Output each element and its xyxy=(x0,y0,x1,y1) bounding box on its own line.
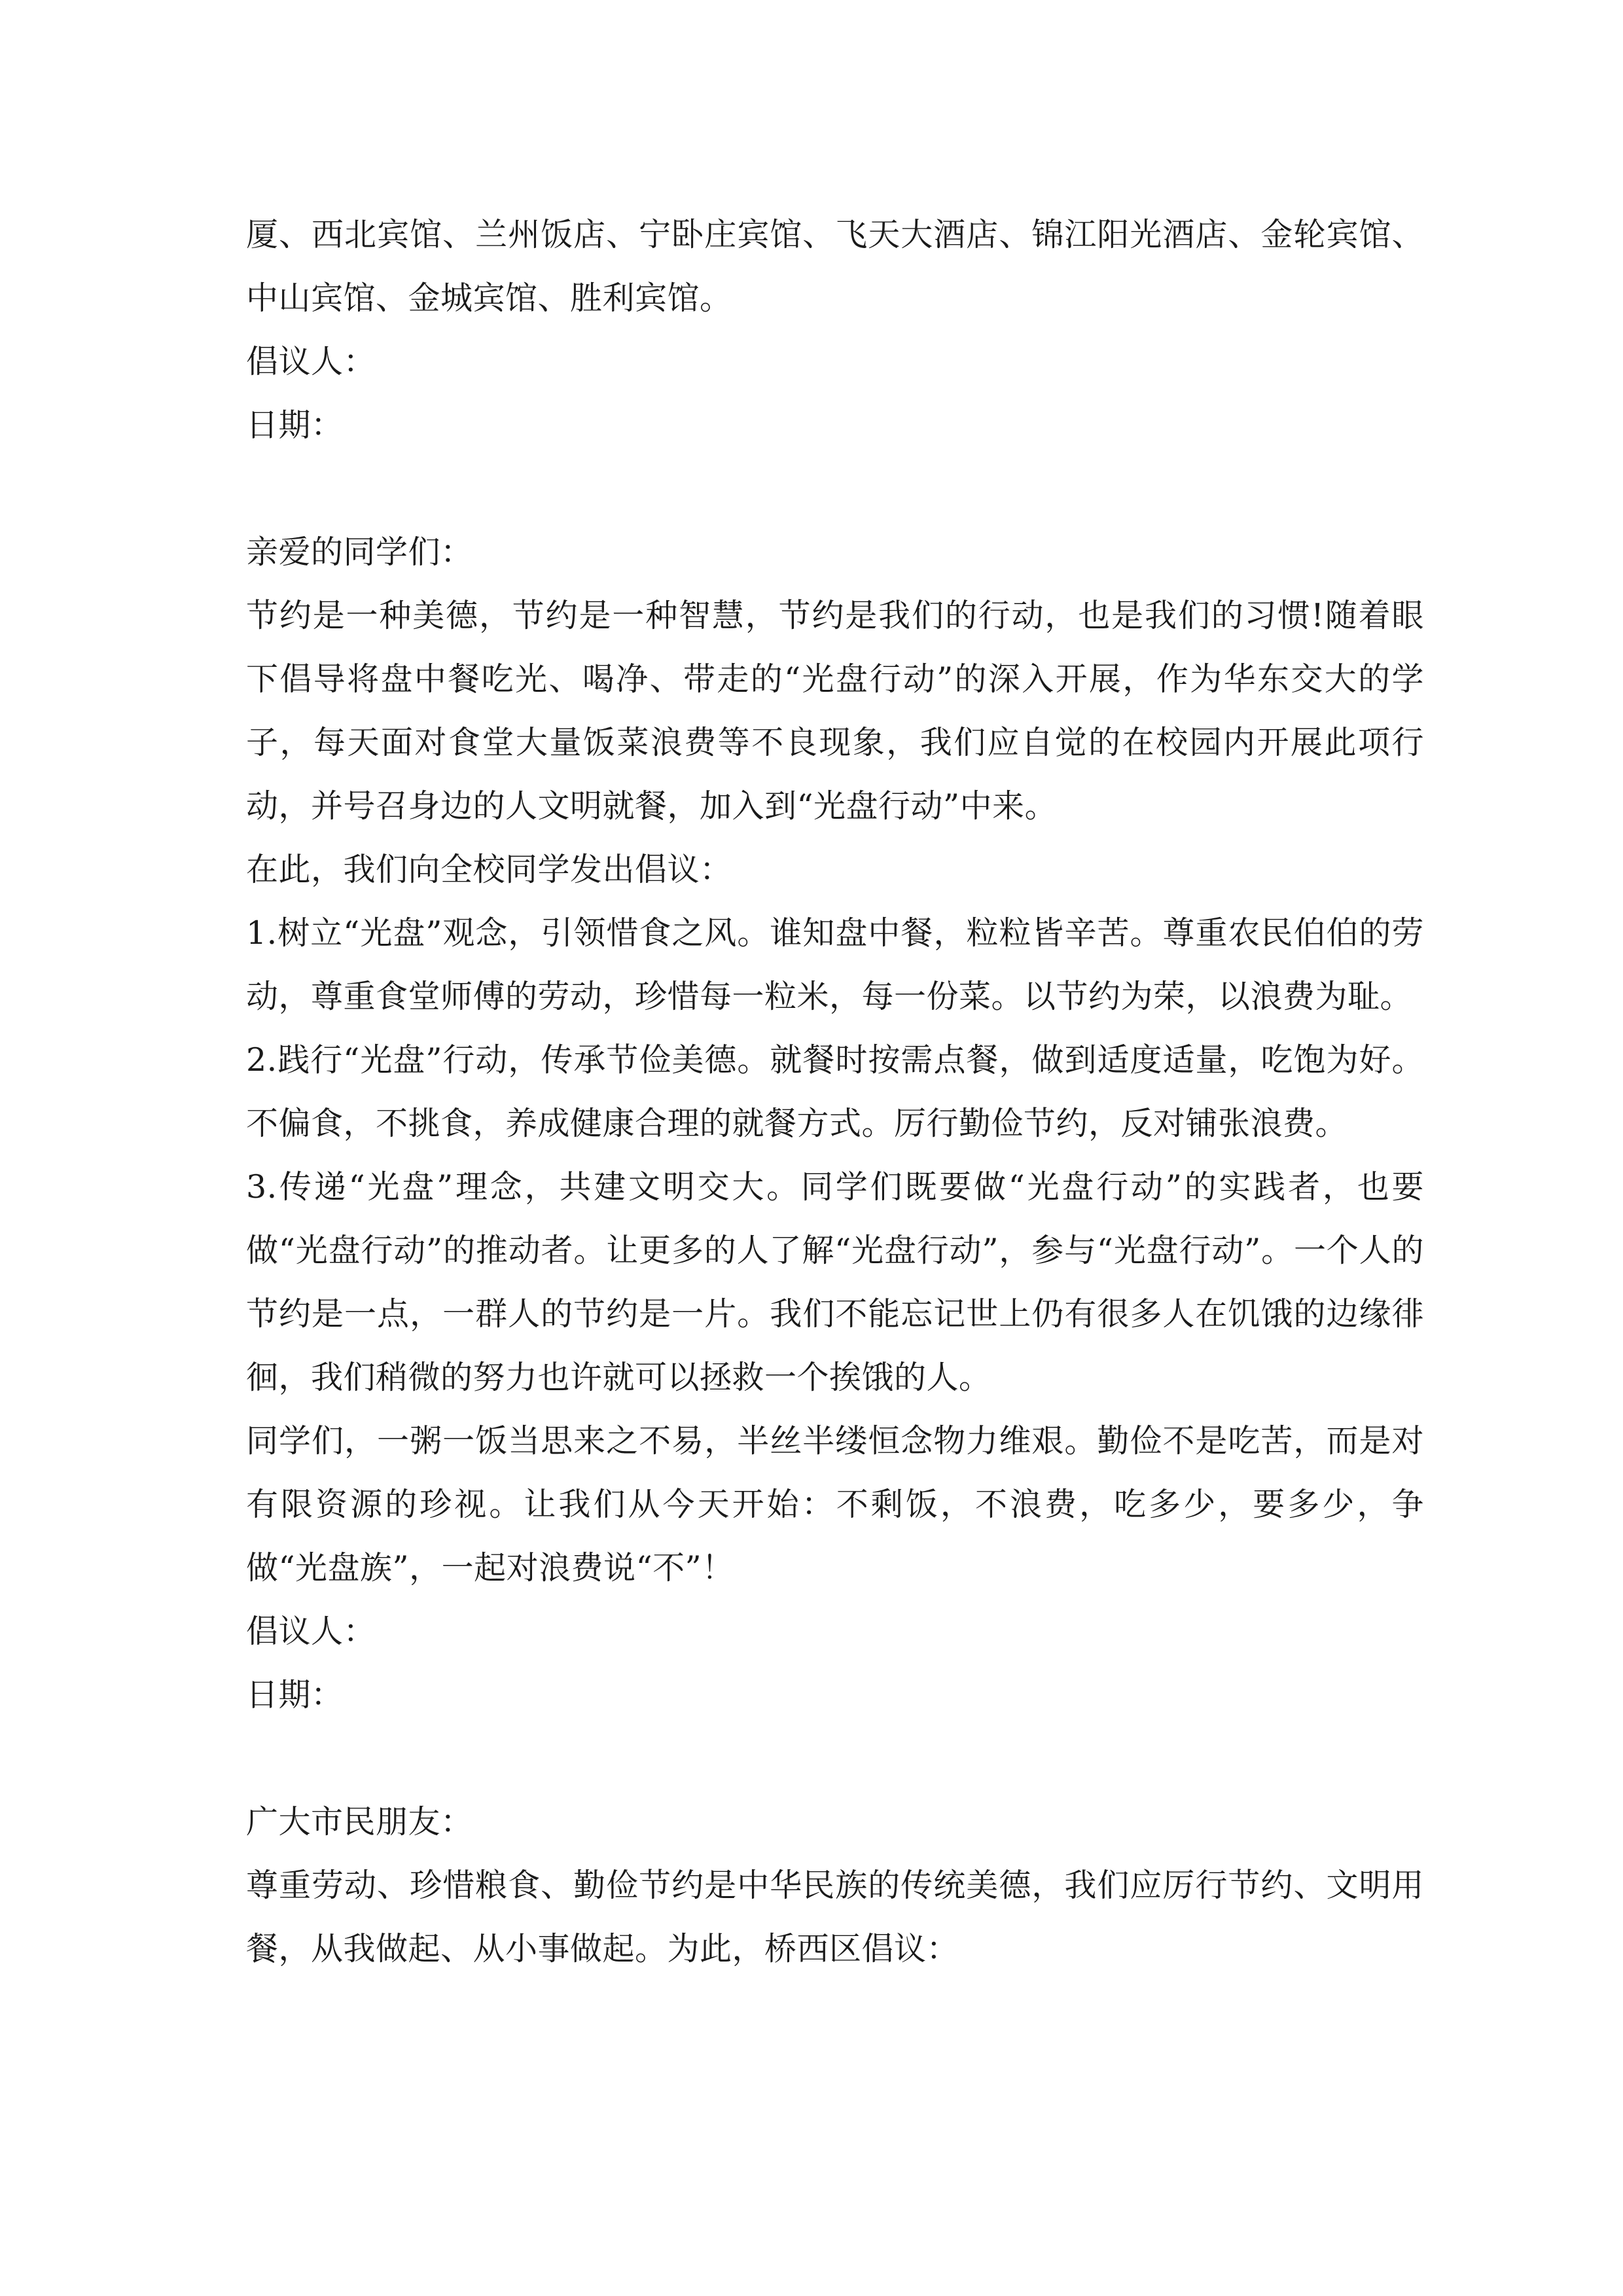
greeting-students: 亲爱的同学们： xyxy=(246,533,473,571)
initiator-line: 倡议人： xyxy=(246,1613,376,1650)
section-spacer xyxy=(246,457,1424,520)
citizens-intro-paragraph: 尊重劳动、珍惜粮食、勤俭节约是中华民族的传统美德，我们应厉行节约、文明用餐，从我做起、从小事做起。为此，桥西区倡议： xyxy=(246,1867,1424,1967)
proposal-item-3: 3.传递“光盘”理念，共建文明交大。同学们既要做“光盘行动”的实践者，也要做“光盘行动”的推动者。让更多的人了解“光盘行动”，参与“光盘行动”。一个人的节约是一点，一群人的节约是一片。我们不能忘记世上仍有很多人在饥饿的边缘徘徊，我们稍微的努力也许就可以拯救一个挨饿的人。 xyxy=(246,1168,1424,1396)
intro-paragraph: 节约是一种美德，节约是一种智慧，节约是我们的行动，也是我们的习惯!随着眼下倡导将盘中餐吃光、喝净、带走的“光盘行动”的深入开展，作为华东交大的学子，每天面对食堂大量饭菜浪费等不良现象，我们应自觉的在校园内开展此项行动，并号召身边的人文明就餐，加入到“光盘行动”中来。 xyxy=(246,597,1424,825)
proposal-item-2: 2.践行“光盘”行动，传承节俭美德。就餐时按需点餐，做到适度适量，吃饱为好。不偏食，不挑食，养成健康合理的就餐方式。厉行勤俭节约，反对铺张浪费。 xyxy=(246,1041,1424,1142)
closing-paragraph: 同学们，一粥一饭当思来之不易，半丝半缕恒念物力维艰。勤俭不是吃苦，而是对有限资源的珍视。让我们从今天开始：不剩饭，不浪费，吃多少，要多少，争做“光盘族”，一起对浪费说“不”！ xyxy=(246,1422,1424,1587)
document-body xyxy=(246,203,1424,1981)
initiator-line: 倡议人： xyxy=(246,343,376,380)
section-spacer xyxy=(246,1727,1424,1790)
date-line: 日期： xyxy=(246,1676,344,1713)
proposal-lead: 在此，我们向全校同学发出倡议： xyxy=(246,851,732,888)
proposal-item-1: 1.树立“光盘”观念，引领惜食之风。谁知盘中餐，粒粒皆辛苦。尊重农民伯伯的劳动，尊重食堂师傅的劳动，珍惜每一粒米，每一份菜。以节约为荣，以浪费为耻。 xyxy=(246,914,1424,1015)
date-line: 日期： xyxy=(246,406,344,444)
greeting-citizens: 广大市民朋友： xyxy=(246,1803,473,1840)
venue-list-paragraph: 厦、西北宾馆、兰州饭店、宁卧庄宾馆、飞天大酒店、锦江阳光酒店、金轮宾馆、中山宾馆、金城宾馆、胜利宾馆。 xyxy=(246,216,1424,317)
